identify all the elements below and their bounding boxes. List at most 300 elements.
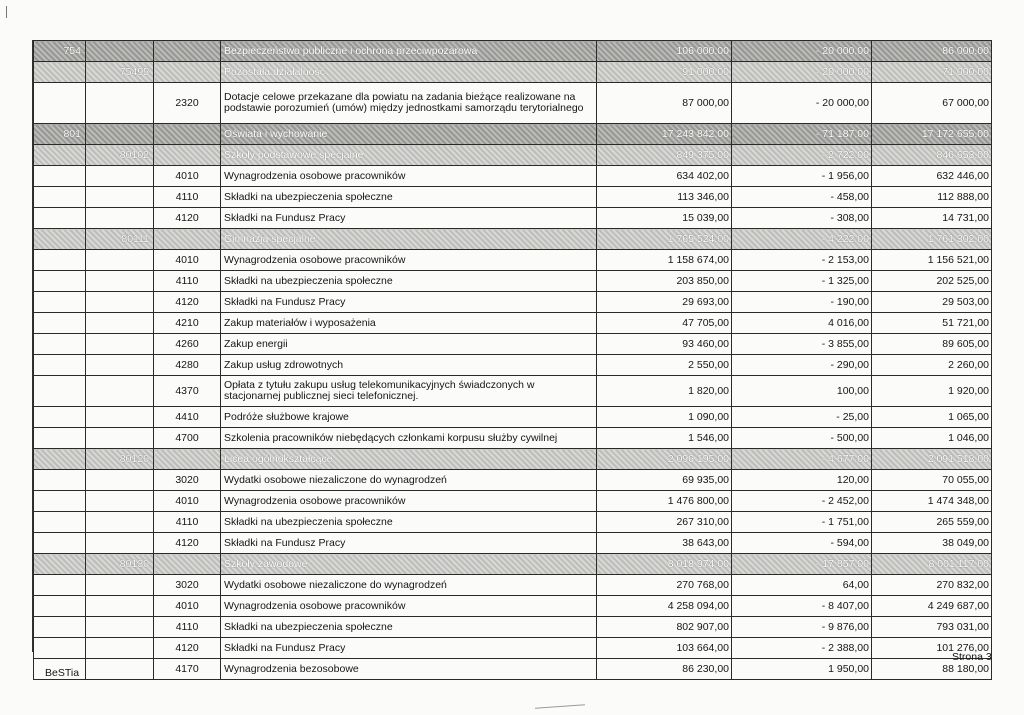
paragraph-code-cell xyxy=(154,355,221,376)
item-description: Składki na ubezpieczenia społeczne xyxy=(224,274,393,287)
plan-amount-cell xyxy=(597,83,732,124)
after-change-amount: 17 172 655,00 xyxy=(921,127,989,140)
after-change-amount-cell xyxy=(872,407,992,428)
plan-amount: 93 460,00 xyxy=(682,337,729,350)
section-code-cell xyxy=(34,313,86,334)
item-description-cell xyxy=(221,83,597,124)
change-amount: - 594,00 xyxy=(830,536,869,549)
scan-mark-bottom xyxy=(535,704,585,708)
section-code-cell xyxy=(34,334,86,355)
item-description: Licea ogólnokształcące xyxy=(224,452,333,465)
item-description: Gimnazja specjalne xyxy=(224,232,316,245)
change-amount: - 2 452,00 xyxy=(821,494,869,507)
change-amount-cell xyxy=(732,596,872,617)
plan-amount: 8 018 974,00 xyxy=(667,557,729,570)
paragraph-code-cell xyxy=(154,62,221,83)
item-description-cell xyxy=(221,41,597,62)
after-change-amount: 202 525,00 xyxy=(936,274,989,287)
chapter-code-cell xyxy=(86,334,154,355)
paragraph-code: 4700 xyxy=(175,431,199,444)
plan-amount: 2 096 195,00 xyxy=(667,452,729,465)
table-row xyxy=(34,449,992,470)
paragraph-code: 4120 xyxy=(175,295,199,308)
plan-amount: 86 230,00 xyxy=(682,662,729,675)
change-amount-cell xyxy=(732,533,872,554)
plan-amount-cell xyxy=(597,428,732,449)
paragraph-code: 4370 xyxy=(175,384,199,397)
plan-amount: 802 907,00 xyxy=(676,620,729,633)
section-code-cell xyxy=(34,428,86,449)
table-row xyxy=(34,659,992,680)
plan-amount-cell xyxy=(597,355,732,376)
change-amount-cell xyxy=(732,62,872,83)
table-row xyxy=(34,376,992,407)
change-amount: - 308,00 xyxy=(830,211,869,224)
item-description: Opłata z tytułu zakupu usług telekomunikacyjnych świadczonych w stacjonarnej publicznej sieci telefonicznej. xyxy=(224,379,535,402)
chapter-code-cell xyxy=(86,376,154,407)
after-change-amount-cell xyxy=(872,428,992,449)
change-amount: - 25,00 xyxy=(836,410,869,423)
chapter-code-cell xyxy=(86,659,154,680)
item-description-cell xyxy=(221,554,597,575)
table-row xyxy=(34,208,992,229)
paragraph-code-cell xyxy=(154,470,221,491)
section-code-cell xyxy=(34,62,86,83)
item-description-cell xyxy=(221,407,597,428)
change-amount-cell xyxy=(732,313,872,334)
change-amount-cell xyxy=(732,124,872,145)
plan-amount-cell xyxy=(597,187,732,208)
plan-amount: 1 158 674,00 xyxy=(667,253,729,266)
after-change-amount-cell xyxy=(872,376,992,407)
item-description-cell xyxy=(221,292,597,313)
table-row xyxy=(34,512,992,533)
change-amount-cell xyxy=(732,617,872,638)
after-change-amount: 1 065,00 xyxy=(948,410,989,423)
item-description: Składki na Fundusz Pracy xyxy=(224,536,346,549)
change-amount: - 8 407,00 xyxy=(821,599,869,612)
plan-amount-cell xyxy=(597,554,732,575)
plan-amount: 2 550,00 xyxy=(688,358,729,371)
item-description-cell xyxy=(221,533,597,554)
after-change-amount: 88 180,00 xyxy=(942,662,989,675)
plan-amount-cell xyxy=(597,41,732,62)
change-amount-cell xyxy=(732,271,872,292)
section-code-cell xyxy=(34,376,86,407)
item-description: Podróże służbowe krajowe xyxy=(224,410,349,423)
paragraph-code: 4110 xyxy=(175,190,199,203)
paragraph-code-cell xyxy=(154,638,221,659)
after-change-amount-cell xyxy=(872,62,992,83)
change-amount-cell xyxy=(732,470,872,491)
after-change-amount: 86 000,00 xyxy=(942,44,989,57)
change-amount-cell xyxy=(732,512,872,533)
section-code-cell xyxy=(34,470,86,491)
table-row xyxy=(34,428,992,449)
table-row xyxy=(34,617,992,638)
plan-amount-cell xyxy=(597,533,732,554)
paragraph-code: 4170 xyxy=(175,662,199,675)
section-code-cell xyxy=(34,638,86,659)
change-amount: - 1 751,00 xyxy=(821,515,869,528)
chapter-code-cell xyxy=(86,512,154,533)
change-amount-cell xyxy=(732,250,872,271)
paragraph-code-cell xyxy=(154,313,221,334)
change-amount: - 3 855,00 xyxy=(821,337,869,350)
paragraph-code-cell xyxy=(154,428,221,449)
change-amount-cell xyxy=(732,554,872,575)
after-change-amount: 265 559,00 xyxy=(936,515,989,528)
table-row xyxy=(34,83,992,124)
plan-amount-cell xyxy=(597,334,732,355)
budget-table-body xyxy=(34,41,992,680)
after-change-amount: 14 731,00 xyxy=(942,211,989,224)
chapter-code-cell xyxy=(86,617,154,638)
change-amount: 1 950,00 xyxy=(828,662,869,675)
plan-amount-cell xyxy=(597,659,732,680)
item-description: Szkolenia pracowników niebędących członkami korpusu służby cywilnej xyxy=(224,431,558,444)
item-description-cell xyxy=(221,166,597,187)
plan-amount-cell xyxy=(597,470,732,491)
item-description-cell xyxy=(221,596,597,617)
item-description: Zakup usług zdrowotnych xyxy=(224,358,344,371)
plan-amount-cell xyxy=(597,166,732,187)
after-change-amount-cell xyxy=(872,41,992,62)
after-change-amount-cell xyxy=(872,271,992,292)
section-code-cell xyxy=(34,512,86,533)
plan-amount-cell xyxy=(597,250,732,271)
change-amount-cell xyxy=(732,659,872,680)
after-change-amount: 29 503,00 xyxy=(942,295,989,308)
after-change-amount-cell xyxy=(872,313,992,334)
item-description-cell xyxy=(221,491,597,512)
chapter-code-cell xyxy=(86,83,154,124)
after-change-amount: 1 046,00 xyxy=(948,431,989,444)
chapter-code-cell xyxy=(86,407,154,428)
paragraph-code: 4010 xyxy=(175,494,199,507)
plan-amount-cell xyxy=(597,292,732,313)
change-amount: - 500,00 xyxy=(830,431,869,444)
item-description-cell xyxy=(221,449,597,470)
after-change-amount-cell xyxy=(872,617,992,638)
change-amount-cell xyxy=(732,376,872,407)
change-amount: 4 016,00 xyxy=(828,316,869,329)
plan-amount: 1 090,00 xyxy=(688,410,729,423)
item-description: Bezpieczeństwo publiczne i ochrona przeciwpożarowa xyxy=(224,44,478,57)
change-amount: 64,00 xyxy=(842,578,869,591)
change-amount-cell xyxy=(732,407,872,428)
change-amount: - 290,00 xyxy=(830,358,869,371)
plan-amount: 4 258 094,00 xyxy=(667,599,729,612)
item-description: Składki na Fundusz Pracy xyxy=(224,295,346,308)
chapter-code-cell xyxy=(86,62,154,83)
after-change-amount-cell xyxy=(872,449,992,470)
after-change-amount-cell xyxy=(872,596,992,617)
scan-mark-top xyxy=(6,6,7,18)
paragraph-code-cell xyxy=(154,166,221,187)
plan-amount: 267 310,00 xyxy=(676,515,729,528)
item-description-cell xyxy=(221,271,597,292)
chapter-code-cell xyxy=(86,313,154,334)
after-change-amount: 112 888,00 xyxy=(937,190,989,203)
change-amount: 100,00 xyxy=(836,384,869,397)
plan-amount-cell xyxy=(597,407,732,428)
plan-amount-cell xyxy=(597,575,732,596)
after-change-amount-cell xyxy=(872,292,992,313)
plan-amount-cell xyxy=(597,638,732,659)
plan-amount-cell xyxy=(597,62,732,83)
chapter-code-cell xyxy=(86,596,154,617)
change-amount: - 17 857,00 xyxy=(815,557,869,570)
chapter-code-cell xyxy=(86,292,154,313)
plan-amount-cell xyxy=(597,124,732,145)
plan-amount: 103 664,00 xyxy=(676,641,729,654)
change-amount-cell xyxy=(732,491,872,512)
chapter-code-cell xyxy=(86,250,154,271)
paragraph-code-cell xyxy=(154,187,221,208)
table-row xyxy=(34,313,992,334)
item-description-cell xyxy=(221,313,597,334)
change-amount: - 2 722,00 xyxy=(821,148,869,161)
plan-amount-cell xyxy=(597,512,732,533)
item-description: Składki na ubezpieczenia społeczne xyxy=(224,515,393,528)
item-description-cell xyxy=(221,229,597,250)
paragraph-code: 3020 xyxy=(175,473,199,486)
chapter-code-cell xyxy=(86,554,154,575)
paragraph-code-cell xyxy=(154,145,221,166)
after-change-amount: 70 055,00 xyxy=(942,473,989,486)
change-amount-cell xyxy=(732,292,872,313)
change-amount: 120,00 xyxy=(836,473,869,486)
paragraph-code: 4110 xyxy=(175,620,199,633)
chapter-code-cell xyxy=(86,271,154,292)
after-change-amount: 4 249 687,00 xyxy=(927,599,989,612)
paragraph-code: 4010 xyxy=(175,253,199,266)
section-code-cell xyxy=(34,596,86,617)
table-row xyxy=(34,292,992,313)
plan-amount: 17 243 842,00 xyxy=(661,127,729,140)
paragraph-code-cell xyxy=(154,83,221,124)
item-description: Wydatki osobowe niezaliczone do wynagrodzeń xyxy=(224,578,447,591)
chapter-code-cell xyxy=(86,449,154,470)
after-change-amount-cell xyxy=(872,334,992,355)
after-change-amount-cell xyxy=(872,187,992,208)
table-row xyxy=(34,407,992,428)
section-code-cell xyxy=(34,41,86,62)
after-change-amount: 51 721,00 xyxy=(942,316,989,329)
change-amount-cell xyxy=(732,638,872,659)
item-description: Dotacje celowe przekazane dla powiatu na zadania bieżące realizowane na podstawie porozumień (umów) między jednostkami samorządu terytorialnego xyxy=(224,91,584,114)
section-code-cell xyxy=(34,292,86,313)
change-amount: - 1 956,00 xyxy=(821,169,869,182)
paragraph-code: 4010 xyxy=(175,169,199,182)
paragraph-code-cell xyxy=(154,334,221,355)
paragraph-code: 4120 xyxy=(175,641,199,654)
chapter-code-cell xyxy=(86,575,154,596)
item-description: Wynagrodzenia bezosobowe xyxy=(224,662,359,675)
item-description-cell xyxy=(221,512,597,533)
plan-amount: 69 935,00 xyxy=(682,473,729,486)
table-row xyxy=(34,470,992,491)
after-change-amount: 1 474 348,00 xyxy=(927,494,989,507)
table-row xyxy=(34,187,992,208)
item-description: Szkoły podstawowe specjalne xyxy=(224,148,364,161)
section-code-cell xyxy=(34,491,86,512)
after-change-amount: 89 605,00 xyxy=(942,337,989,350)
chapter-code-cell xyxy=(86,229,154,250)
paragraph-code-cell xyxy=(154,229,221,250)
table-row xyxy=(34,62,992,83)
table-row xyxy=(34,334,992,355)
paragraph-code-cell xyxy=(154,376,221,407)
after-change-amount: 38 049,00 xyxy=(942,536,989,549)
table-row xyxy=(34,554,992,575)
after-change-amount: 632 446,00 xyxy=(936,169,989,182)
item-description: Wydatki osobowe niezaliczone do wynagrodzeń xyxy=(224,473,447,486)
section-code-cell xyxy=(34,617,86,638)
paragraph-code-cell xyxy=(154,491,221,512)
plan-amount-cell xyxy=(597,376,732,407)
paragraph-code: 4210 xyxy=(175,316,199,329)
after-change-amount: 1 920,00 xyxy=(948,384,989,397)
item-description-cell xyxy=(221,575,597,596)
change-amount: - 4 222,00 xyxy=(821,232,869,245)
section-code-cell xyxy=(34,271,86,292)
section-code-cell xyxy=(34,187,86,208)
paragraph-code: 4280 xyxy=(175,358,199,371)
change-amount-cell xyxy=(732,41,872,62)
plan-amount: 1 546,00 xyxy=(688,431,729,444)
change-amount: - 20 000,00 xyxy=(815,65,869,78)
plan-amount: 106 000,00 xyxy=(676,44,729,57)
paragraph-code: 4110 xyxy=(175,515,199,528)
footer-software-label: BeSTia xyxy=(45,667,80,679)
after-change-amount: 270 832,00 xyxy=(936,578,989,591)
section-code-cell xyxy=(34,124,86,145)
item-description-cell xyxy=(221,659,597,680)
plan-amount-cell xyxy=(597,145,732,166)
item-description: Pozostała działalność xyxy=(224,65,325,78)
item-description-cell xyxy=(221,187,597,208)
plan-amount: 113 346,00 xyxy=(677,190,729,203)
change-amount-cell xyxy=(732,449,872,470)
chapter-code: 80102 xyxy=(119,148,149,161)
item-description-cell xyxy=(221,376,597,407)
table-row xyxy=(34,533,992,554)
change-amount: - 20 000,00 xyxy=(815,96,869,109)
plan-amount-cell xyxy=(597,449,732,470)
item-description: Zakup energii xyxy=(224,337,288,350)
after-change-amount-cell xyxy=(872,575,992,596)
paragraph-code-cell xyxy=(154,208,221,229)
item-description: Składki na ubezpieczenia społeczne xyxy=(224,620,393,633)
after-change-amount-cell xyxy=(872,554,992,575)
chapter-code: 80130 xyxy=(119,557,149,570)
plan-amount: 91 000,00 xyxy=(682,65,729,78)
paragraph-code: 4260 xyxy=(175,337,199,350)
item-description: Szkoły zawodowe xyxy=(224,557,308,570)
change-amount-cell xyxy=(732,145,872,166)
paragraph-code-cell xyxy=(154,533,221,554)
item-description-cell xyxy=(221,124,597,145)
item-description: Wynagrodzenia osobowe pracowników xyxy=(224,599,406,612)
chapter-code-cell xyxy=(86,145,154,166)
paragraph-code-cell xyxy=(154,250,221,271)
paragraph-code: 4010 xyxy=(175,599,199,612)
after-change-amount-cell xyxy=(872,229,992,250)
after-change-amount: 8 001 117,00 xyxy=(928,557,989,570)
item-description-cell xyxy=(221,470,597,491)
paragraph-code: 4120 xyxy=(175,211,199,224)
section-code-cell xyxy=(34,533,86,554)
section-code-cell xyxy=(34,575,86,596)
after-change-amount-cell xyxy=(872,83,992,124)
section-code-cell xyxy=(34,449,86,470)
item-description: Wynagrodzenia osobowe pracowników xyxy=(224,169,406,182)
plan-amount: 270 768,00 xyxy=(676,578,729,591)
table-row xyxy=(34,271,992,292)
chapter-code-cell xyxy=(86,533,154,554)
item-description: Składki na Fundusz Pracy xyxy=(224,641,346,654)
section-code-cell xyxy=(34,166,86,187)
after-change-amount-cell xyxy=(872,145,992,166)
chapter-code-cell xyxy=(86,428,154,449)
plan-amount: 1 476 800,00 xyxy=(667,494,729,507)
item-description-cell xyxy=(221,208,597,229)
after-change-amount-cell xyxy=(872,533,992,554)
plan-amount: 634 402,00 xyxy=(676,169,729,182)
change-amount-cell xyxy=(732,229,872,250)
change-amount-cell xyxy=(732,334,872,355)
item-description-cell xyxy=(221,250,597,271)
table-row xyxy=(34,250,992,271)
item-description-cell xyxy=(221,62,597,83)
paragraph-code-cell xyxy=(154,41,221,62)
after-change-amount-cell xyxy=(872,355,992,376)
section-code-cell xyxy=(34,407,86,428)
plan-amount: 15 039,00 xyxy=(682,211,729,224)
plan-amount-cell xyxy=(597,208,732,229)
paragraph-code-cell xyxy=(154,292,221,313)
plan-amount-cell xyxy=(597,271,732,292)
plan-amount: 38 643,00 xyxy=(682,536,729,549)
after-change-amount: 846 653,00 xyxy=(936,148,989,161)
after-change-amount-cell xyxy=(872,250,992,271)
after-change-amount: 2 260,00 xyxy=(948,358,989,371)
chapter-code-cell xyxy=(86,208,154,229)
change-amount-cell xyxy=(732,428,872,449)
after-change-amount: 101 276,00 xyxy=(936,641,989,654)
change-amount: - 4 677,00 xyxy=(821,452,869,465)
after-change-amount: 2 091 518,00 xyxy=(927,452,989,465)
paragraph-code: 4120 xyxy=(175,536,199,549)
plan-amount-cell xyxy=(597,229,732,250)
paragraph-code-cell xyxy=(154,659,221,680)
chapter-code-cell xyxy=(86,355,154,376)
page-number: Strona 3 xyxy=(952,651,992,663)
plan-amount-cell xyxy=(597,596,732,617)
after-change-amount: 67 000,00 xyxy=(942,96,989,109)
chapter-code-cell xyxy=(86,41,154,62)
table-row xyxy=(34,638,992,659)
change-amount: - 9 876,00 xyxy=(821,620,869,633)
paragraph-code-cell xyxy=(154,271,221,292)
table-row xyxy=(34,145,992,166)
after-change-amount: 1 761 302,00 xyxy=(927,232,989,245)
budget-table xyxy=(33,40,992,680)
change-amount: - 1 325,00 xyxy=(821,274,869,287)
change-amount: - 2 388,00 xyxy=(821,641,869,654)
